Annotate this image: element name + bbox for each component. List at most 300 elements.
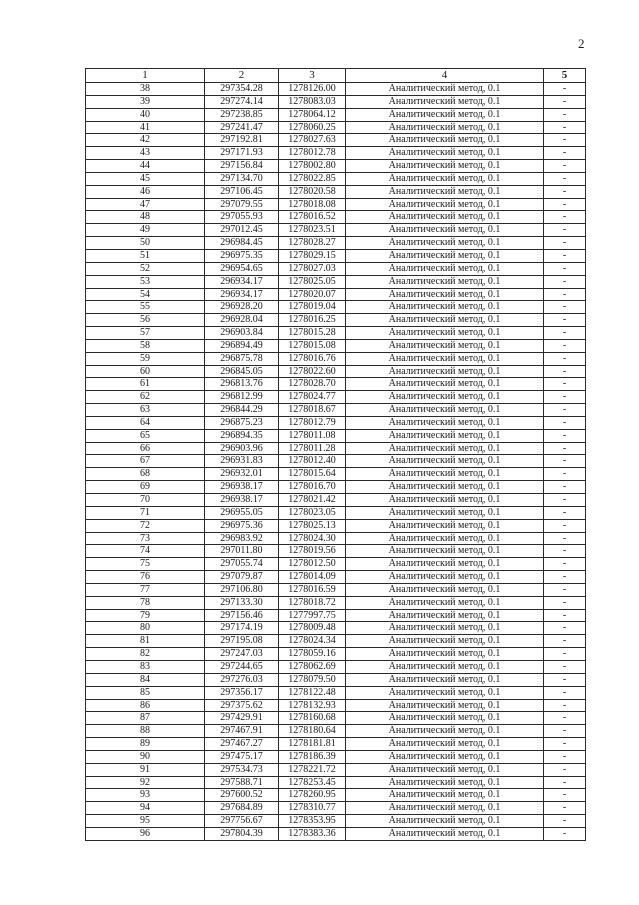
y-coordinate-cell: 1278022.85	[279, 172, 346, 185]
table-row	[86, 635, 586, 648]
dash-cell: -	[544, 108, 586, 121]
y-coordinate-cell: 1278025.13	[279, 519, 346, 532]
column-header-2: 2	[205, 69, 279, 83]
column-header-1: 1	[86, 69, 205, 83]
dash-cell: -	[544, 699, 586, 712]
y-coordinate-cell: 1278011.08	[279, 429, 346, 442]
y-coordinate-cell: 1278253.45	[279, 776, 346, 789]
point-number-cell: 51	[86, 249, 205, 262]
method-cell: Аналитический метод, 0.1	[346, 249, 544, 262]
dash-cell: -	[544, 468, 586, 481]
point-number-cell: 64	[86, 416, 205, 429]
dash-cell: -	[544, 416, 586, 429]
dash-cell: -	[544, 712, 586, 725]
point-number-cell: 70	[86, 494, 205, 507]
method-cell: Аналитический метод, 0.1	[346, 404, 544, 417]
dash-cell: -	[544, 160, 586, 173]
y-coordinate-cell: 1278022.60	[279, 365, 346, 378]
point-number-cell: 46	[86, 185, 205, 198]
table-row	[86, 378, 586, 391]
y-coordinate-cell: 1278012.40	[279, 455, 346, 468]
dash-cell: -	[544, 262, 586, 275]
method-cell: Аналитический метод, 0.1	[346, 519, 544, 532]
point-number-cell: 60	[86, 365, 205, 378]
point-number-cell: 41	[86, 121, 205, 134]
point-number-cell: 59	[86, 352, 205, 365]
y-coordinate-cell: 1278059.16	[279, 648, 346, 661]
point-number-cell: 52	[86, 262, 205, 275]
dash-cell: -	[544, 429, 586, 442]
x-coordinate-cell: 297241.47	[205, 121, 279, 134]
x-coordinate-cell: 296813.76	[205, 378, 279, 391]
x-coordinate-cell: 297356.17	[205, 686, 279, 699]
x-coordinate-cell: 297195.08	[205, 635, 279, 648]
method-cell: Аналитический метод, 0.1	[346, 288, 544, 301]
point-number-cell: 74	[86, 545, 205, 558]
x-coordinate-cell: 297247.03	[205, 648, 279, 661]
table-row	[86, 339, 586, 352]
dash-cell: -	[544, 571, 586, 584]
dash-cell: -	[544, 532, 586, 545]
method-cell: Аналитический метод, 0.1	[346, 506, 544, 519]
dash-cell: -	[544, 249, 586, 262]
point-number-cell: 48	[86, 211, 205, 224]
point-number-cell: 94	[86, 802, 205, 815]
method-cell: Аналитический метод, 0.1	[346, 789, 544, 802]
x-coordinate-cell: 297079.87	[205, 571, 279, 584]
x-coordinate-cell: 297756.67	[205, 815, 279, 828]
point-number-cell: 76	[86, 571, 205, 584]
point-number-cell: 65	[86, 429, 205, 442]
method-cell: Аналитический метод, 0.1	[346, 185, 544, 198]
y-coordinate-cell: 1278011.28	[279, 442, 346, 455]
x-coordinate-cell: 297429.91	[205, 712, 279, 725]
table-row	[86, 121, 586, 134]
table-row	[86, 160, 586, 173]
x-coordinate-cell: 297274.14	[205, 95, 279, 108]
dash-cell: -	[544, 596, 586, 609]
x-coordinate-cell: 296903.84	[205, 327, 279, 340]
dash-cell: -	[544, 776, 586, 789]
table-row	[86, 249, 586, 262]
method-cell: Аналитический метод, 0.1	[346, 365, 544, 378]
point-number-cell: 89	[86, 738, 205, 751]
method-cell: Аналитический метод, 0.1	[346, 172, 544, 185]
x-coordinate-cell: 297244.65	[205, 660, 279, 673]
table-row	[86, 108, 586, 121]
dash-cell: -	[544, 648, 586, 661]
x-coordinate-cell: 296845.05	[205, 365, 279, 378]
y-coordinate-cell: 1278060.25	[279, 121, 346, 134]
y-coordinate-cell: 1278186.39	[279, 750, 346, 763]
y-coordinate-cell: 1278122.48	[279, 686, 346, 699]
dash-cell: -	[544, 211, 586, 224]
y-coordinate-cell: 1278025.05	[279, 275, 346, 288]
dash-cell: -	[544, 506, 586, 519]
x-coordinate-cell: 296955.05	[205, 506, 279, 519]
y-coordinate-cell: 1278024.77	[279, 391, 346, 404]
method-cell: Аналитический метод, 0.1	[346, 416, 544, 429]
method-cell: Аналитический метод, 0.1	[346, 301, 544, 314]
method-cell: Аналитический метод, 0.1	[346, 378, 544, 391]
y-coordinate-cell: 1278383.36	[279, 827, 346, 840]
point-number-cell: 84	[86, 673, 205, 686]
table-row	[86, 776, 586, 789]
x-coordinate-cell: 297133.30	[205, 596, 279, 609]
x-coordinate-cell: 297011.80	[205, 545, 279, 558]
y-coordinate-cell: 1278028.70	[279, 378, 346, 391]
point-number-cell: 68	[86, 468, 205, 481]
method-cell: Аналитический метод, 0.1	[346, 198, 544, 211]
x-coordinate-cell: 296934.17	[205, 275, 279, 288]
point-number-cell: 39	[86, 95, 205, 108]
method-cell: Аналитический метод, 0.1	[346, 352, 544, 365]
x-coordinate-cell: 296938.17	[205, 481, 279, 494]
table-row	[86, 481, 586, 494]
y-coordinate-cell: 1278016.52	[279, 211, 346, 224]
x-coordinate-cell: 296812.99	[205, 391, 279, 404]
dash-cell: -	[544, 558, 586, 571]
x-coordinate-cell: 297106.80	[205, 583, 279, 596]
dash-cell: -	[544, 134, 586, 147]
point-number-cell: 62	[86, 391, 205, 404]
y-coordinate-cell: 1278016.70	[279, 481, 346, 494]
method-cell: Аналитический метод, 0.1	[346, 738, 544, 751]
table-row	[86, 532, 586, 545]
method-cell: Аналитический метод, 0.1	[346, 660, 544, 673]
y-coordinate-cell: 1278020.07	[279, 288, 346, 301]
point-number-cell: 83	[86, 660, 205, 673]
method-cell: Аналитический метод, 0.1	[346, 262, 544, 275]
x-coordinate-cell: 297156.84	[205, 160, 279, 173]
method-cell: Аналитический метод, 0.1	[346, 429, 544, 442]
table-row	[86, 275, 586, 288]
table-row	[86, 442, 586, 455]
dash-cell: -	[544, 442, 586, 455]
column-header-4: 4	[346, 69, 544, 83]
method-cell: Аналитический метод, 0.1	[346, 583, 544, 596]
y-coordinate-cell: 1278028.27	[279, 237, 346, 250]
table-row	[86, 95, 586, 108]
column-header-5: 5	[544, 69, 586, 83]
x-coordinate-cell: 297055.74	[205, 558, 279, 571]
y-coordinate-cell: 1278079.50	[279, 673, 346, 686]
table-row	[86, 172, 586, 185]
y-coordinate-cell: 1278014.09	[279, 571, 346, 584]
method-cell: Аналитический метод, 0.1	[346, 134, 544, 147]
point-number-cell: 43	[86, 147, 205, 160]
table-row	[86, 827, 586, 840]
table-row	[86, 288, 586, 301]
dash-cell: -	[544, 365, 586, 378]
y-coordinate-cell: 1278002.80	[279, 160, 346, 173]
point-number-cell: 93	[86, 789, 205, 802]
x-coordinate-cell: 297804.39	[205, 827, 279, 840]
point-number-cell: 56	[86, 314, 205, 327]
x-coordinate-cell: 297467.27	[205, 738, 279, 751]
table-row	[86, 352, 586, 365]
dash-cell: -	[544, 121, 586, 134]
table-row	[86, 134, 586, 147]
table-row	[86, 506, 586, 519]
method-cell: Аналитический метод, 0.1	[346, 673, 544, 686]
x-coordinate-cell: 297171.93	[205, 147, 279, 160]
method-cell: Аналитический метод, 0.1	[346, 827, 544, 840]
dash-cell: -	[544, 481, 586, 494]
method-cell: Аналитический метод, 0.1	[346, 686, 544, 699]
point-number-cell: 91	[86, 763, 205, 776]
point-number-cell: 67	[86, 455, 205, 468]
point-number-cell: 95	[86, 815, 205, 828]
method-cell: Аналитический метод, 0.1	[346, 468, 544, 481]
method-cell: Аналитический метод, 0.1	[346, 776, 544, 789]
dash-cell: -	[544, 802, 586, 815]
table-row	[86, 583, 586, 596]
method-cell: Аналитический метод, 0.1	[346, 391, 544, 404]
y-coordinate-cell: 1278221.72	[279, 763, 346, 776]
point-number-cell: 88	[86, 725, 205, 738]
dash-cell: -	[544, 378, 586, 391]
x-coordinate-cell: 297156.46	[205, 609, 279, 622]
point-number-cell: 73	[86, 532, 205, 545]
table-row	[86, 558, 586, 571]
x-coordinate-cell: 297467.91	[205, 725, 279, 738]
point-number-cell: 81	[86, 635, 205, 648]
method-cell: Аналитический метод, 0.1	[346, 121, 544, 134]
dash-cell: -	[544, 275, 586, 288]
method-cell: Аналитический метод, 0.1	[346, 481, 544, 494]
table-row	[86, 609, 586, 622]
x-coordinate-cell: 297174.19	[205, 622, 279, 635]
dash-cell: -	[544, 327, 586, 340]
x-coordinate-cell: 296844.29	[205, 404, 279, 417]
table-row	[86, 237, 586, 250]
dash-cell: -	[544, 673, 586, 686]
point-number-cell: 45	[86, 172, 205, 185]
dash-cell: -	[544, 725, 586, 738]
x-coordinate-cell: 296975.35	[205, 249, 279, 262]
x-coordinate-cell: 296931.83	[205, 455, 279, 468]
x-coordinate-cell: 296938.17	[205, 494, 279, 507]
x-coordinate-cell: 297055.93	[205, 211, 279, 224]
table-row	[86, 519, 586, 532]
dash-cell: -	[544, 763, 586, 776]
y-coordinate-cell: 1278016.25	[279, 314, 346, 327]
table-row	[86, 224, 586, 237]
y-coordinate-cell: 1278020.58	[279, 185, 346, 198]
method-cell: Аналитический метод, 0.1	[346, 211, 544, 224]
point-number-cell: 47	[86, 198, 205, 211]
point-number-cell: 66	[86, 442, 205, 455]
y-coordinate-cell: 1278018.72	[279, 596, 346, 609]
dash-cell: -	[544, 172, 586, 185]
method-cell: Аналитический метод, 0.1	[346, 327, 544, 340]
y-coordinate-cell: 1278016.76	[279, 352, 346, 365]
method-cell: Аналитический метод, 0.1	[346, 571, 544, 584]
x-coordinate-cell: 296932.01	[205, 468, 279, 481]
x-coordinate-cell: 297012.45	[205, 224, 279, 237]
method-cell: Аналитический метод, 0.1	[346, 712, 544, 725]
method-cell: Аналитический метод, 0.1	[346, 494, 544, 507]
dash-cell: -	[544, 224, 586, 237]
method-cell: Аналитический метод, 0.1	[346, 532, 544, 545]
coordinates-table	[85, 68, 586, 841]
dash-cell: -	[544, 185, 586, 198]
x-coordinate-cell: 297276.03	[205, 673, 279, 686]
y-coordinate-cell: 1278019.04	[279, 301, 346, 314]
method-cell: Аналитический метод, 0.1	[346, 455, 544, 468]
point-number-cell: 44	[86, 160, 205, 173]
method-cell: Аналитический метод, 0.1	[346, 442, 544, 455]
dash-cell: -	[544, 301, 586, 314]
table-row	[86, 802, 586, 815]
point-number-cell: 85	[86, 686, 205, 699]
y-coordinate-cell: 1278083.03	[279, 95, 346, 108]
dash-cell: -	[544, 95, 586, 108]
dash-cell: -	[544, 314, 586, 327]
x-coordinate-cell: 297588.71	[205, 776, 279, 789]
method-cell: Аналитический метод, 0.1	[346, 622, 544, 635]
dash-cell: -	[544, 455, 586, 468]
point-number-cell: 80	[86, 622, 205, 635]
y-coordinate-cell: 1278015.64	[279, 468, 346, 481]
point-number-cell: 61	[86, 378, 205, 391]
x-coordinate-cell: 296894.49	[205, 339, 279, 352]
x-coordinate-cell: 296875.23	[205, 416, 279, 429]
dash-cell: -	[544, 288, 586, 301]
y-coordinate-cell: 1278015.28	[279, 327, 346, 340]
table-body	[86, 83, 586, 841]
point-number-cell: 96	[86, 827, 205, 840]
dash-cell: -	[544, 494, 586, 507]
point-number-cell: 50	[86, 237, 205, 250]
dash-cell: -	[544, 609, 586, 622]
table-row	[86, 750, 586, 763]
y-coordinate-cell: 1278353.95	[279, 815, 346, 828]
table-row	[86, 455, 586, 468]
method-cell: Аналитический метод, 0.1	[346, 545, 544, 558]
point-number-cell: 87	[86, 712, 205, 725]
dash-cell: -	[544, 738, 586, 751]
method-cell: Аналитический метод, 0.1	[346, 95, 544, 108]
table-row	[86, 686, 586, 699]
point-number-cell: 77	[86, 583, 205, 596]
y-coordinate-cell: 1278027.03	[279, 262, 346, 275]
point-number-cell: 53	[86, 275, 205, 288]
table-row	[86, 789, 586, 802]
x-coordinate-cell: 297684.89	[205, 802, 279, 815]
table-row	[86, 725, 586, 738]
x-coordinate-cell: 296928.04	[205, 314, 279, 327]
y-coordinate-cell: 1278062.69	[279, 660, 346, 673]
y-coordinate-cell: 1278019.56	[279, 545, 346, 558]
method-cell: Аналитический метод, 0.1	[346, 275, 544, 288]
y-coordinate-cell: 1278027.63	[279, 134, 346, 147]
y-coordinate-cell: 1278310.77	[279, 802, 346, 815]
x-coordinate-cell: 296928.20	[205, 301, 279, 314]
method-cell: Аналитический метод, 0.1	[346, 635, 544, 648]
point-number-cell: 49	[86, 224, 205, 237]
method-cell: Аналитический метод, 0.1	[346, 763, 544, 776]
table-row	[86, 571, 586, 584]
point-number-cell: 38	[86, 83, 205, 96]
table-row	[86, 262, 586, 275]
method-cell: Аналитический метод, 0.1	[346, 237, 544, 250]
dash-cell: -	[544, 635, 586, 648]
table-row	[86, 699, 586, 712]
method-cell: Аналитический метод, 0.1	[346, 596, 544, 609]
dash-cell: -	[544, 339, 586, 352]
y-coordinate-cell: 1278012.78	[279, 147, 346, 160]
x-coordinate-cell: 297534.73	[205, 763, 279, 776]
method-cell: Аналитический метод, 0.1	[346, 558, 544, 571]
x-coordinate-cell: 297600.52	[205, 789, 279, 802]
y-coordinate-cell: 1278180.64	[279, 725, 346, 738]
dash-cell: -	[544, 827, 586, 840]
table-row	[86, 660, 586, 673]
table-row	[86, 468, 586, 481]
table-header-row	[86, 69, 586, 83]
x-coordinate-cell: 297134.70	[205, 172, 279, 185]
table-row	[86, 314, 586, 327]
method-cell: Аналитический метод, 0.1	[346, 609, 544, 622]
x-coordinate-cell: 297354.28	[205, 83, 279, 96]
dash-cell: -	[544, 660, 586, 673]
dash-cell: -	[544, 545, 586, 558]
point-number-cell: 55	[86, 301, 205, 314]
y-coordinate-cell: 1278018.08	[279, 198, 346, 211]
table-row	[86, 622, 586, 635]
y-coordinate-cell: 1278012.50	[279, 558, 346, 571]
table-row	[86, 83, 586, 96]
column-header-3: 3	[279, 69, 346, 83]
y-coordinate-cell: 1278023.51	[279, 224, 346, 237]
table-row	[86, 327, 586, 340]
table-row	[86, 815, 586, 828]
dash-cell: -	[544, 750, 586, 763]
point-number-cell: 40	[86, 108, 205, 121]
table-row	[86, 365, 586, 378]
table-row	[86, 404, 586, 417]
method-cell: Аналитический метод, 0.1	[346, 725, 544, 738]
table-row	[86, 545, 586, 558]
point-number-cell: 42	[86, 134, 205, 147]
table-row	[86, 147, 586, 160]
x-coordinate-cell: 296983.92	[205, 532, 279, 545]
point-number-cell: 63	[86, 404, 205, 417]
x-coordinate-cell: 297192.81	[205, 134, 279, 147]
point-number-cell: 82	[86, 648, 205, 661]
table-row	[86, 673, 586, 686]
point-number-cell: 54	[86, 288, 205, 301]
y-coordinate-cell: 1278126.00	[279, 83, 346, 96]
x-coordinate-cell: 297079.55	[205, 198, 279, 211]
point-number-cell: 58	[86, 339, 205, 352]
x-coordinate-cell: 297238.85	[205, 108, 279, 121]
x-coordinate-cell: 296934.17	[205, 288, 279, 301]
point-number-cell: 71	[86, 506, 205, 519]
table-row	[86, 301, 586, 314]
dash-cell: -	[544, 519, 586, 532]
table-row	[86, 494, 586, 507]
method-cell: Аналитический метод, 0.1	[346, 648, 544, 661]
y-coordinate-cell: 1278018.67	[279, 404, 346, 417]
dash-cell: -	[544, 198, 586, 211]
y-coordinate-cell: 1278024.34	[279, 635, 346, 648]
point-number-cell: 90	[86, 750, 205, 763]
x-coordinate-cell: 297475.17	[205, 750, 279, 763]
x-coordinate-cell: 297106.45	[205, 185, 279, 198]
